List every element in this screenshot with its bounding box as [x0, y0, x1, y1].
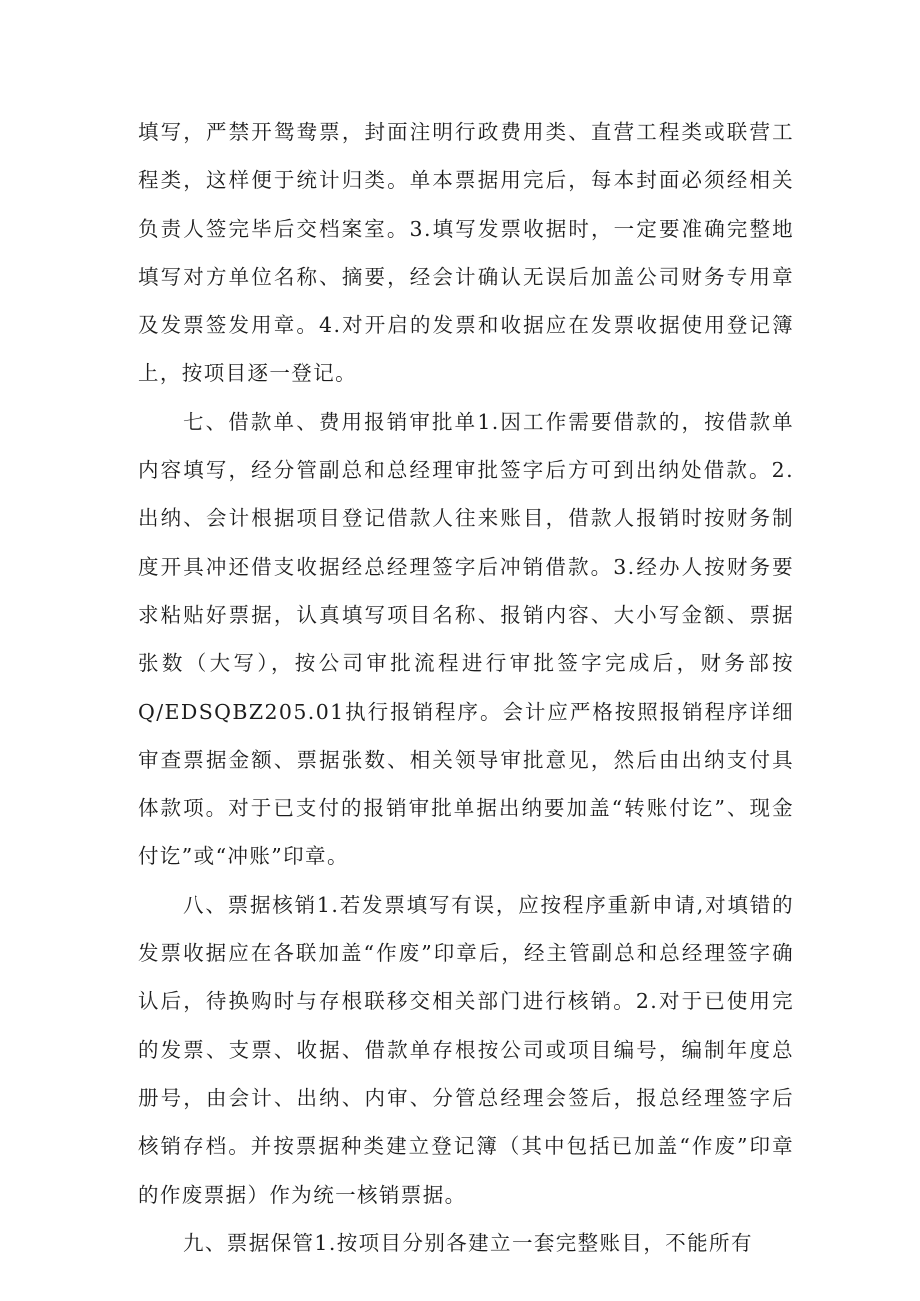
paragraph-section-7-loan-reimbursement: 七、借款单、费用报销审批单1.因工作需要借款的，按借款单内容填写，经分管副总和总经理审批签字后方可到出纳处借款。2.出纳、会计根据项目登记借款人往来账目，借款人报销时按财务制度开具冲还借支收据经总经理签字后冲销借款。3.经办人按财务要求粘贴好票据，认真填写项目名称、报销内容、大小写金额、票据张数（大写），按公司审批流程进行审批签字完成后，财务部按Q/EDSQBZ205.01执行报销程序。会计应严格按照报销程序详细审查票据金额、票据张数、相关领导审批意见，然后由出纳支付具体款项。对于已支付的报销审批单据出纳要加盖“转账付讫”、现金付讫”或“冲账”印章。: [138, 409, 794, 869]
paragraph-invoice-filling: 填写，严禁开鸳鸯票，封面注明行政费用类、直营工程类或联营工程类，这样便于统计归类。单本票据用完后，每本封面必须经相关负责人签完毕后交档案室。3.填写发票收据时，一定要准确完整地填写对方单位名称、摘要，经会计确认无误后加盖公司财务专用章及发票签发用章。4.对开启的发票和收据应在发票收据使用登记簿上，按项目逐一登记。: [138, 120, 794, 386]
paragraph-section-9-invoice-custody: 九、票据保管1.按项目分别各建立一套完整账目，不能所有: [183, 1230, 753, 1255]
paragraph-section-8-invoice-cancellation: 八、票据核销1.若发票填写有误，应按程序重新申请,对填错的发票收据应在各联加盖“作废”印章后，经主管副总和总经理签字确认后，待换购时与存根联移交相关部门进行核销。2.对于已使用完的发票、支票、收据、借款单存根按公司或项目编号，编制年度总册号，由会计、出纳、内审、分管总经理会签后，报总经理签字后核销存档。并按票据种类建立登记簿（其中包括已加盖“作废”印章的作废票据）作为统一核销票据。: [138, 892, 794, 1207]
document-page: [138, 108, 794, 1267]
